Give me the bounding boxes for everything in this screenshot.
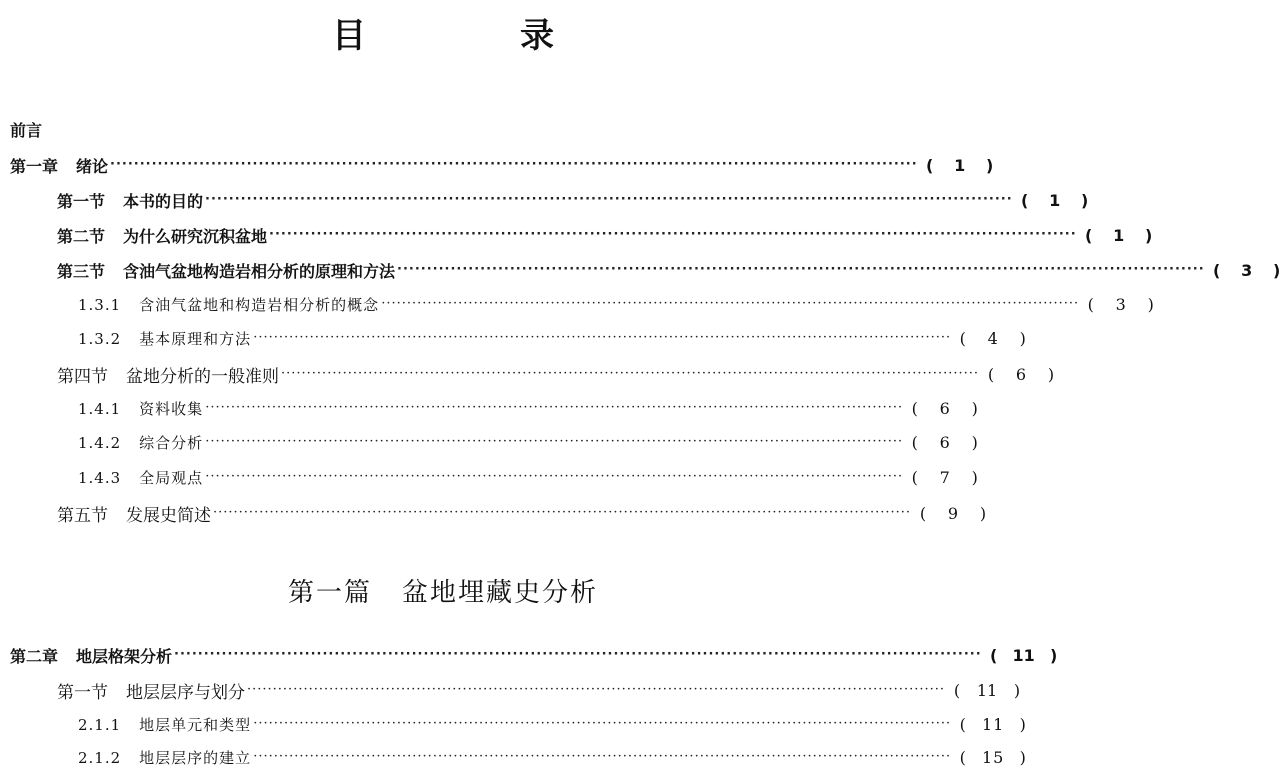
page-ref: ( 3 )	[1213, 260, 1281, 280]
page-number: 11	[976, 680, 998, 700]
entry-number: 1.4.3	[78, 468, 122, 487]
leader-dots: ········································································································································	[205, 434, 904, 449]
page-number: 11	[1012, 645, 1035, 665]
toc-entry[interactable]	[78, 325, 1027, 351]
page-number: 9	[947, 503, 959, 523]
page-ref: ( 1 )	[926, 155, 994, 175]
entry-title: 资料收集	[139, 399, 204, 418]
page-ref: ( 3 )	[1087, 294, 1155, 314]
entry-number: 1.4.1	[78, 399, 122, 418]
entry-number: 2.1.1	[78, 715, 122, 734]
leader-dots: ········································································································································	[253, 716, 952, 731]
toc-entry[interactable]	[78, 429, 979, 455]
page-ref: ( 9 )	[919, 503, 987, 523]
page-number: 3	[1115, 294, 1127, 314]
entry-number: 第一节	[57, 191, 106, 211]
leader-dots: ········································································································································	[253, 749, 952, 764]
leader-dots: ········································································································································	[253, 330, 952, 345]
page-ref: ( 7 )	[911, 467, 979, 487]
toc-entry[interactable]	[57, 257, 1281, 283]
entry-number: 第一章	[10, 156, 59, 176]
leader-dots: ········································································································································	[269, 227, 1077, 242]
entry-number: 第二节	[57, 226, 106, 246]
entry-title: 地层层序与划分	[126, 682, 245, 703]
toc-entry[interactable]	[57, 361, 1055, 387]
entry-title: 含油气盆地构造岩相分析的原理和方法	[123, 261, 396, 281]
entry-title: 本书的目的	[123, 191, 204, 211]
toc-entry[interactable]	[78, 291, 1155, 317]
entry-number: 1.3.1	[78, 295, 122, 314]
page-number: 4	[987, 328, 999, 348]
leader-dots: ········································································································································	[397, 262, 1205, 277]
page-number: 6	[939, 432, 951, 452]
page-ref: ( 6 )	[911, 398, 979, 418]
leader-dots: ········································································································································	[205, 192, 1013, 207]
leader-dots: ········································································································································	[281, 366, 979, 381]
page-ref: ( 6 )	[911, 432, 979, 452]
page-ref: ( 15 )	[959, 747, 1027, 767]
entry-title: 为什么研究沉积盆地	[123, 226, 268, 246]
page-number: 1	[954, 155, 966, 175]
page-number: 11	[982, 714, 1005, 734]
entry-title: 含油气盆地和构造岩相分析的概念	[139, 295, 380, 314]
page-ref: ( 4 )	[959, 328, 1027, 348]
page-ref: ( 11 )	[990, 645, 1058, 665]
entry-title: 地层单元和类型	[139, 715, 252, 734]
entry-number: 第五节	[57, 505, 108, 526]
page-number: 7	[939, 467, 951, 487]
entry-title: 绪论	[76, 156, 109, 176]
page-ref: ( 11 )	[959, 714, 1027, 734]
entry-number: 第四节	[57, 366, 108, 387]
entry-title: 发展史简述	[126, 505, 211, 526]
entry-title: 盆地分析的一般准则	[126, 366, 279, 387]
leader-dots: ········································································································································	[205, 469, 904, 484]
page-number: 15	[982, 747, 1005, 767]
leader-dots: ········································································································································	[174, 647, 982, 662]
toc-entry[interactable]	[57, 222, 1153, 248]
leader-dots: ········································································································································	[381, 296, 1080, 311]
page-ref: ( 1 )	[1021, 190, 1089, 210]
page-ref: ( 6 )	[987, 364, 1055, 384]
page-number: 6	[939, 398, 951, 418]
toc-entry[interactable]	[57, 187, 1089, 213]
toc-entry[interactable]	[10, 642, 1058, 668]
toc-entry[interactable]	[78, 395, 979, 421]
entry-title: 地层层序的建立	[139, 748, 252, 767]
entry-title: 综合分析	[139, 433, 204, 452]
toc-entry[interactable]	[57, 677, 1021, 703]
page-number: 3	[1241, 260, 1253, 280]
toc-entry[interactable]	[10, 152, 994, 178]
entry-number: 第二章	[10, 646, 59, 666]
entry-title: 基本原理和方法	[139, 329, 252, 348]
leader-dots: ········································································································································	[205, 400, 904, 415]
leader-dots: ········································································································································	[110, 157, 918, 172]
entry-number: 第三节	[57, 261, 106, 281]
part-title	[0, 572, 886, 609]
entry-number: 1.4.2	[78, 433, 122, 452]
leader-dots: ········································································································································	[247, 682, 945, 697]
toc-entry[interactable]	[57, 500, 987, 526]
toc-entry[interactable]	[78, 464, 979, 490]
entry-title: 全局观点	[139, 468, 204, 487]
part-name: 盆地埋藏史分析	[402, 578, 599, 608]
toc-entry[interactable]	[78, 744, 1027, 770]
page-number: 6	[1015, 364, 1027, 384]
page-ref: ( 11 )	[953, 680, 1021, 700]
toc-entry[interactable]	[78, 711, 1027, 737]
preface-heading: 前言	[10, 121, 43, 140]
leader-dots: ········································································································································	[213, 505, 911, 520]
page-title: 目 录	[332, 16, 614, 56]
entry-number: 第一节	[57, 682, 108, 703]
page-ref: ( 1 )	[1085, 225, 1153, 245]
page-number: 1	[1049, 190, 1061, 210]
entry-number: 2.1.2	[78, 748, 122, 767]
page-number: 1	[1113, 225, 1125, 245]
part-number: 第一篇	[287, 578, 372, 608]
entry-number: 1.3.2	[78, 329, 122, 348]
entry-title: 地层格架分析	[76, 646, 173, 666]
